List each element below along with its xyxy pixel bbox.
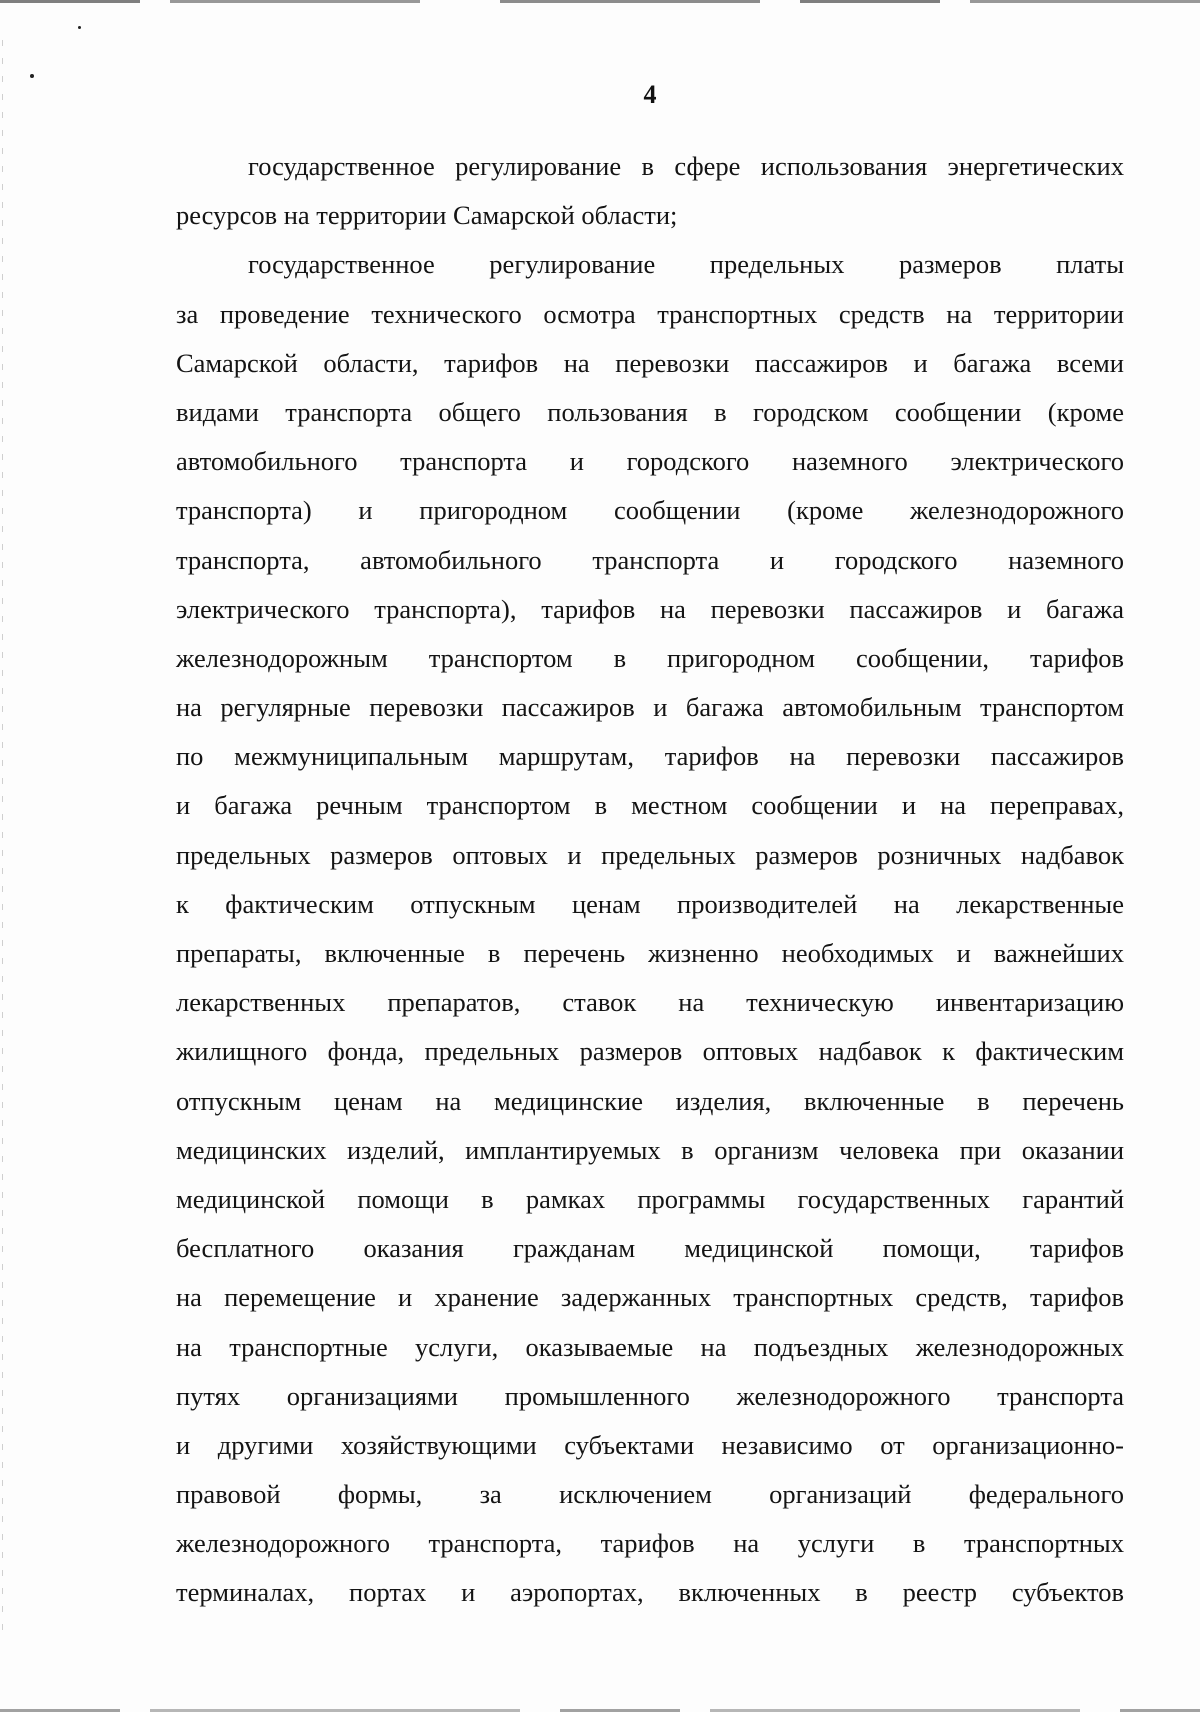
body-text [176, 142, 1124, 1618]
text-line: бесплатного оказания гражданам медицинской помощи, тарифов [176, 1233, 1124, 1264]
text-line: отпускным ценам на медицинские изделия, включенные в перечень [176, 1085, 1124, 1116]
text-line: путях организациями промышленного железнодорожного транспорта [176, 1380, 1124, 1411]
text-line: препараты, включенные в перечень жизненно необходимых и важнейших [176, 938, 1124, 968]
text-line: и багажа речным транспортом в местном сообщении и на переправах, [176, 790, 1124, 821]
text-line: за проведение технического осмотра транспортных средств на территории [176, 298, 1124, 329]
text-line: видами транспорта общего пользования в городском сообщении (кроме [176, 396, 1124, 427]
text-line: на регулярные перевозки пассажиров и багажа автомобильным транспортом [176, 692, 1124, 723]
text-line: ресурсов на территории Самарской области; [176, 200, 678, 231]
text-line: медицинских изделий, имплантируемых в организм человека при оказании [176, 1134, 1124, 1165]
text-line: и другими хозяйствующими субъектами независимо от организационно- [176, 1429, 1124, 1460]
text-line: железнодорожным транспортом в пригородном сообщении, тарифов [176, 642, 1124, 673]
text-line: транспорта) и пригородном сообщении (кроме железнодорожного [176, 495, 1124, 526]
text-line: к фактическим отпускным ценам производителей на лекарственные [176, 888, 1124, 919]
text-line: государственное регулирование предельных размеров платы [248, 249, 1124, 280]
scan-speck [30, 74, 34, 78]
page-number: 4 [643, 80, 657, 109]
text-line: правовой формы, за исключением организаций федерального [176, 1479, 1124, 1510]
scan-speck [78, 26, 81, 29]
text-line: Самарской области, тарифов на перевозки пассажиров и багажа всеми [176, 347, 1124, 378]
text-line: терминалах, портах и аэропортах, включенных в реестр субъектов [176, 1577, 1124, 1608]
text-line: транспорта, автомобильного транспорта и городского наземного [176, 544, 1124, 575]
scan-artifact-left-edge [2, 40, 3, 1640]
text-line: государственное регулирование в сфере использования энергетических [248, 151, 1124, 181]
text-line: железнодорожного транспорта, тарифов на услуги в транспортных [176, 1528, 1124, 1559]
scan-artifact-top [0, 0, 1200, 3]
text-line: жилищного фонда, предельных размеров оптовых надбавок к фактическим [176, 1036, 1124, 1067]
text-line: по межмуниципальным маршрутам, тарифов на перевозки пассажиров [176, 741, 1124, 772]
text-line: на транспортные услуги, оказываемые на подъездных железнодорожных [176, 1331, 1124, 1362]
text-line: на перемещение и хранение задержанных транспортных средств, тарифов [176, 1282, 1124, 1313]
text-line: электрического транспорта), тарифов на перевозки пассажиров и багажа [176, 593, 1124, 624]
text-line: автомобильного транспорта и городского наземного электрического [176, 446, 1124, 477]
text-line: предельных размеров оптовых и предельных размеров розничных надбавок [176, 839, 1124, 870]
text-line: медицинской помощи в рамках программы государственных гарантий [176, 1183, 1124, 1214]
text-line: лекарственных препаратов, ставок на техническую инвентаризацию [176, 987, 1124, 1018]
